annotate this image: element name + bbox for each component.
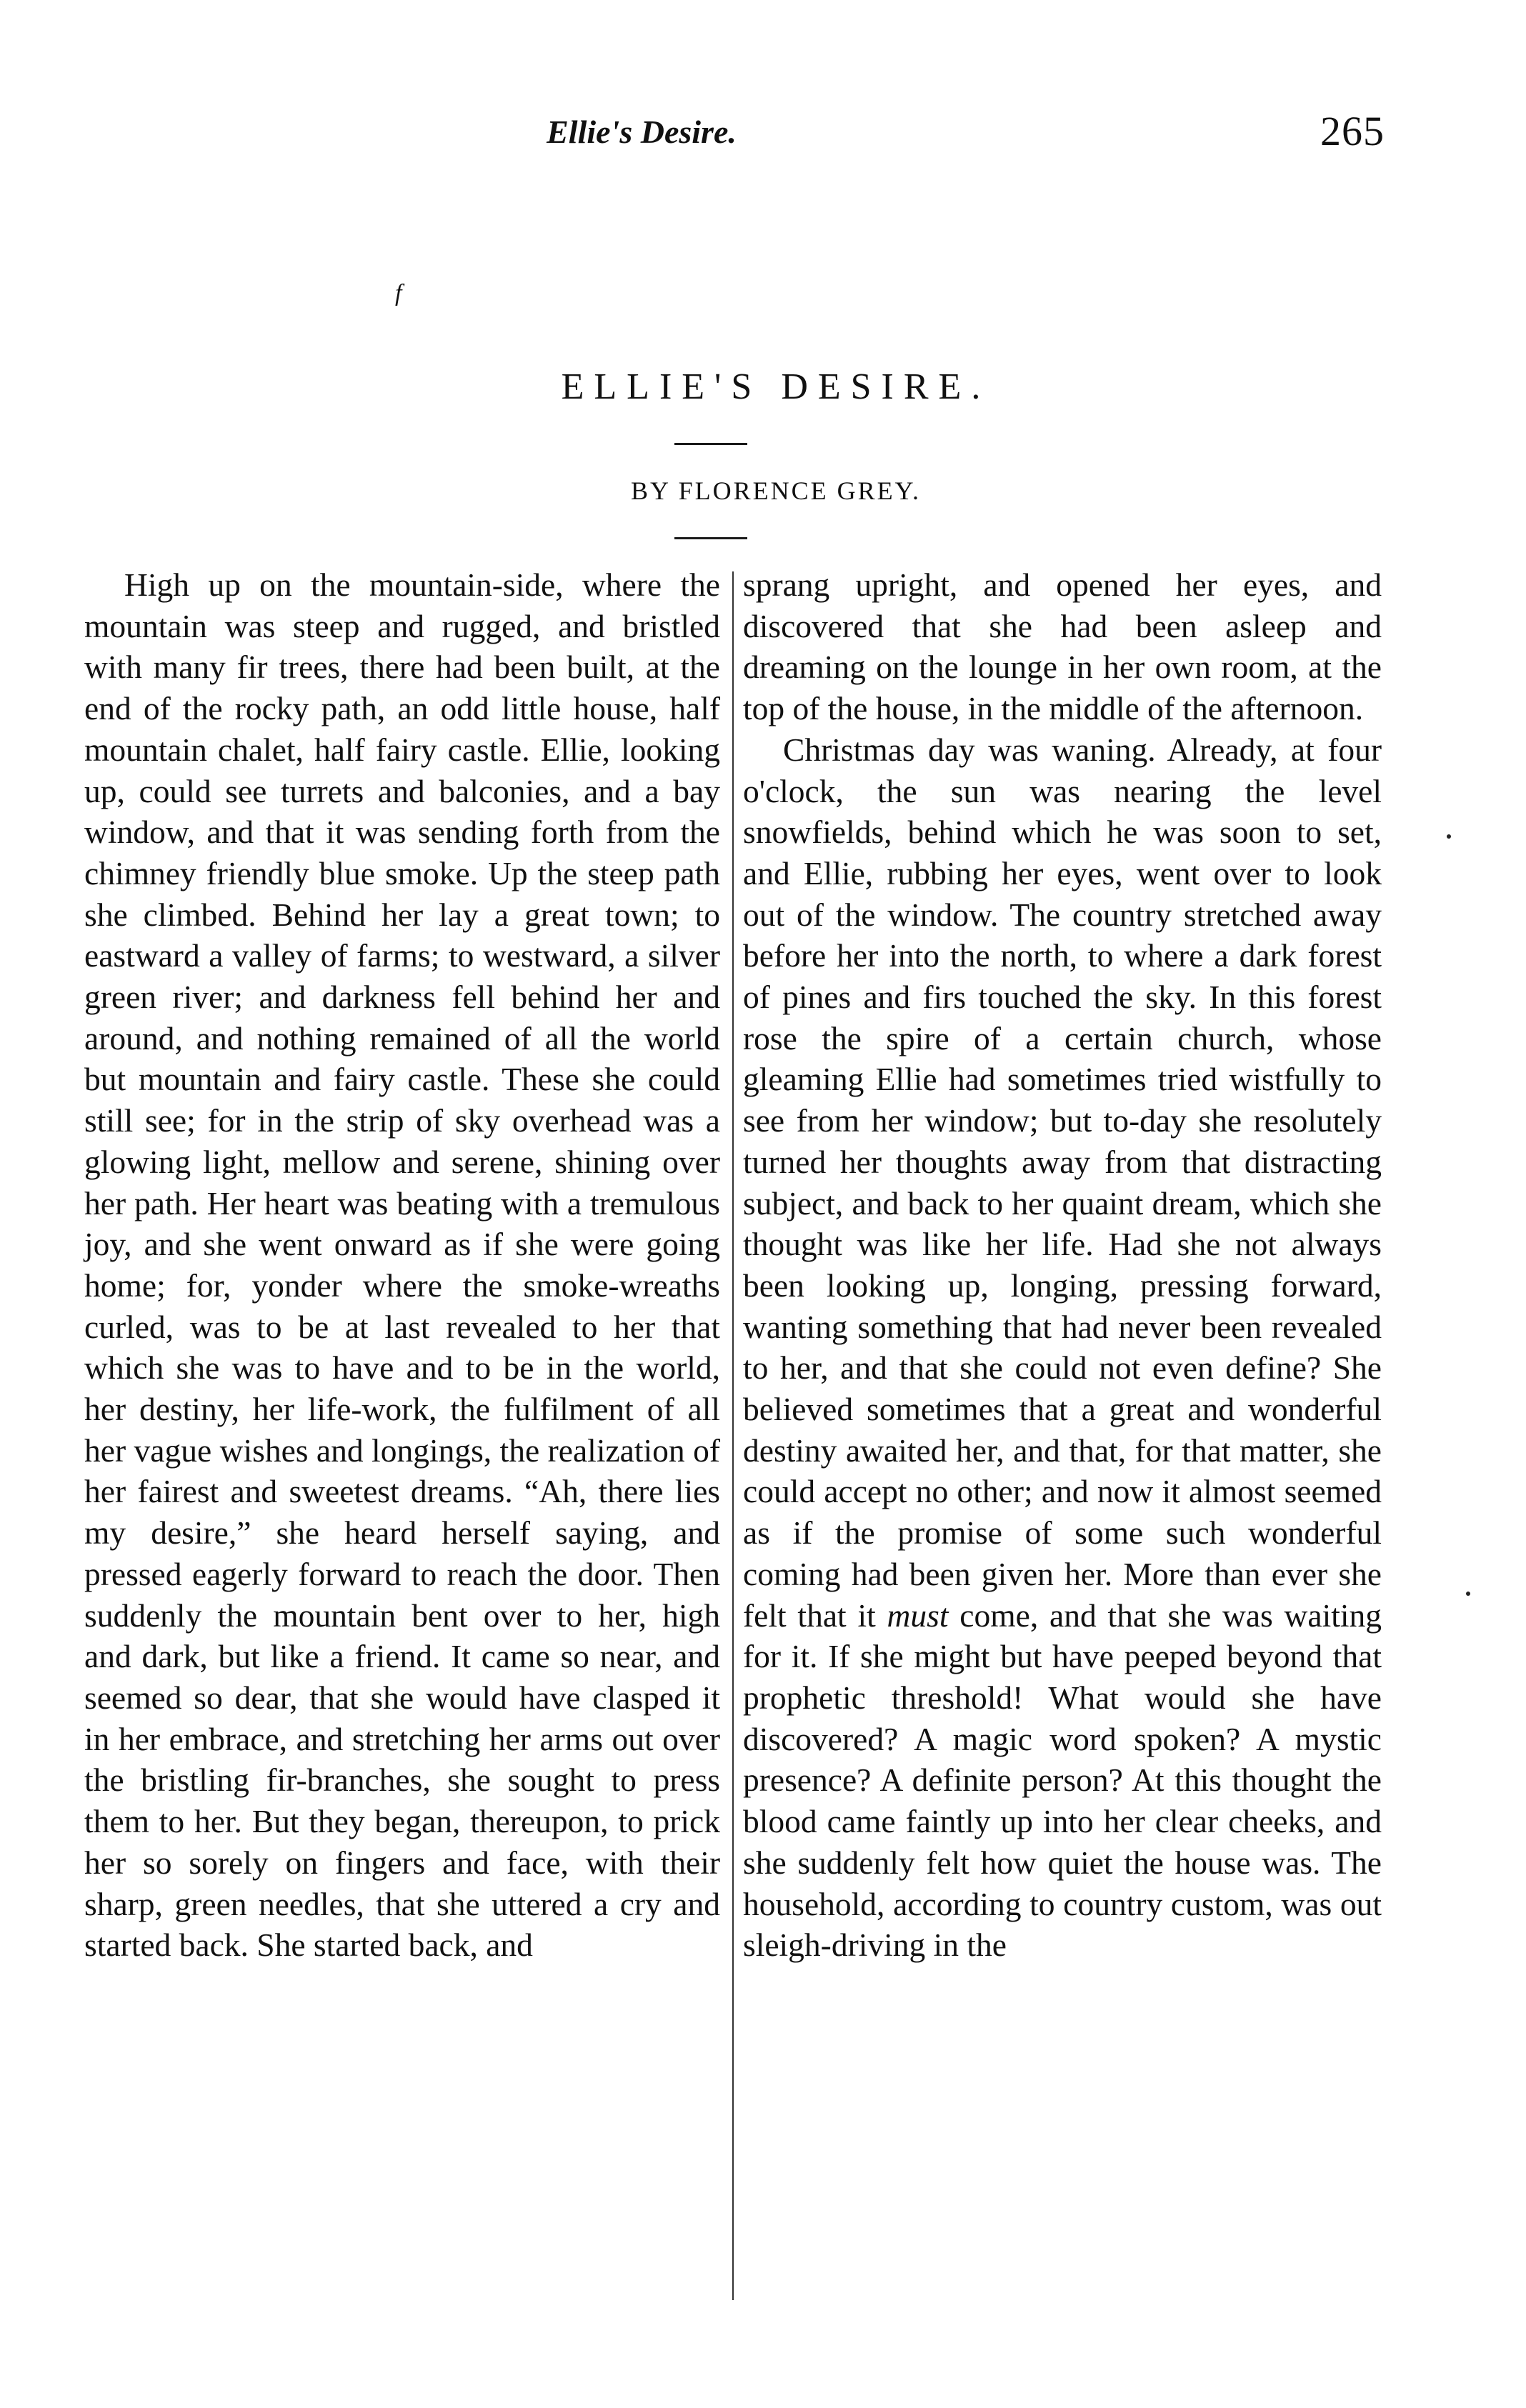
column-divider (732, 571, 734, 2300)
stray-mark: f (395, 280, 402, 306)
emphasis-word: must (887, 1597, 949, 1634)
title-rule (674, 443, 747, 445)
byline-rule (674, 537, 747, 539)
running-title: Ellie's Desire. (547, 114, 737, 150)
ink-speck (1447, 834, 1451, 839)
right-column (743, 564, 1382, 1966)
ink-speck (1466, 1592, 1470, 1596)
right-paragraph (743, 729, 1382, 1966)
right-paragraph-text: Christmas day was waning. Already, at four o'clock, the sun was nearing the level snowfields, behind which he was soon to set, and Ellie, rubbing her eyes, went over to look out of the window. The country stretched away before her into the north, to where a dark forest of pines and firs touched the sky. In this forest rose the spire of a certain church, whose gleaming Ellie had sometimes tried wistfully to see from her window; but to-day she resolutely turned her thoughts away from that distracting subject, and back to her quaint dream, which she thought was like her life. Had she not always been looking up, longing, pressing forward, wanting something that had never been revealed to her, and that she could not even define? She believed sometimes that a great and wonderful destiny awaited her, and that, for that matter, she could accept no other; and now it almost seemed as if the promise of some such wonderful coming had been given her. More than ever she felt that it (743, 731, 1382, 1634)
left-column (84, 564, 720, 1966)
left-paragraph: High up on the mountain-side, where the mountain was steep and rugged, and bristled with many fir trees, there had been built, at the end of the rocky path, an odd little house, half mountain chalet, half fairy castle. Ellie, looking up, could see turrets and balconies, and a bay window, and that it was sending forth from the chimney friendly blue smoke. Up the steep path she climbed. Behind her lay a great town; to eastward a valley of farms; to westward, a silver green river; and darkness fell behind her and around, and nothing remained of all the world but mountain and fairy castle. These she could still see; for in the strip of sky overhead was a glowing light, mellow and serene, shining over her path. Her heart was beating with a tremulous joy, and she went onward as if she were going home; for, yonder where the smoke-wreaths curled, was to be at last revealed to her that which she was to have and to be in the world, her destiny, her life-work, the fulfilment of all her vague wishes and longings, the realization of her fairest and sweetest dreams. “Ah, there lies my desire,” she heard herself saying, and pressed eagerly forward to reach the door. Then suddenly the mountain bent over to her, high and dark, but like a friend. It came so near, and seemed so dear, that she would have clasped it in her embrace, and stretching her arms out over the bristling fir-branches, she sought to press them to her. But they began, thereupon, to prick her so sorely on fingers and face, with their sharp, green needles, that she uttered a cry and started back. She started back, and (84, 566, 720, 1964)
right-paragraph-text-cont: come, and that she was waiting for it. If she might but have peeped beyond that prophetic threshold! What would she have discovered? A magic word spoken? A mystic presence? A definite person? At this thought the blood came faintly up into her clear cheeks, and she suddenly felt how quiet the house was. The household, according to country custom, was out sleigh-driving in the (743, 1597, 1382, 1964)
right-paragraph-continued: sprang upright, and opened her eyes, and discovered that she had been asleep and dreaming on the lounge in her own room, at the top of the house, in the middle of the afternoon. (743, 566, 1382, 727)
byline: BY FLORENCE GREY. (630, 476, 922, 505)
page-number: 265 (1320, 108, 1385, 154)
article-title: ELLIE'S DESIRE. (561, 366, 991, 407)
